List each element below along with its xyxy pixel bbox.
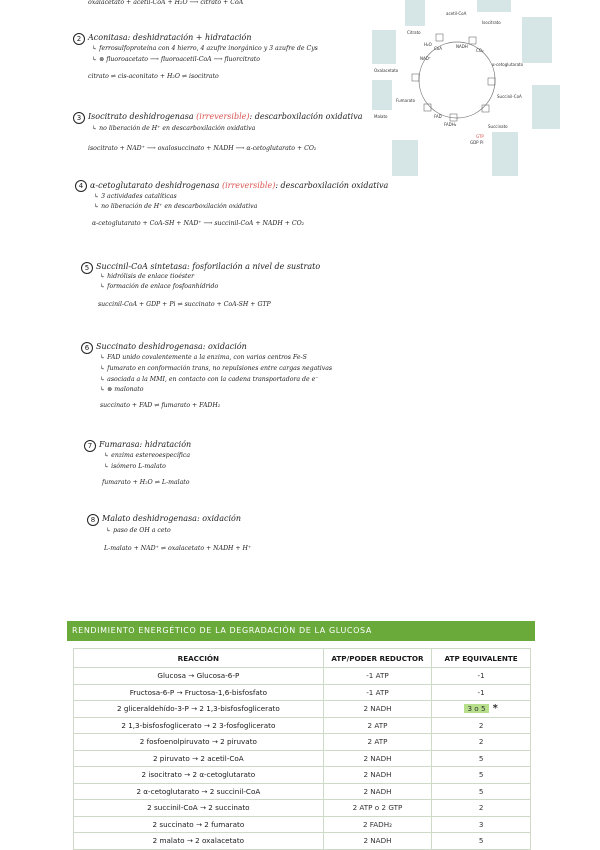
label-pi: Pi <box>480 140 484 145</box>
step-3-reaction: isocitrato + NAD⁺ ⟶ oxalosuccinato + NADH ⟶ α-cetoglutarato + CO₂ <box>88 145 317 152</box>
cell-atp: -1 ATP <box>323 684 432 701</box>
cell-equiv: -1 <box>432 684 531 701</box>
cell-atp: 2 NADH <box>323 833 432 850</box>
step-title-8: Malato deshidrogenasa: oxidación <box>102 514 241 523</box>
step-7-sub-1: ↳ enzima estereoespecífica <box>104 452 191 459</box>
step-5-sub-2: ↳ formación de enlace fosfoanhídrido <box>100 283 219 290</box>
table-row <box>74 701 531 718</box>
cell-reaction: 2 1,3-bisfosfoglicerato → 2 3-fosfoglicerato <box>74 717 324 734</box>
cell-atp: 2 NADH <box>323 783 432 800</box>
cell-equiv <box>432 701 531 718</box>
step-number-5: 5 <box>81 262 93 274</box>
table-row <box>74 684 531 701</box>
header-reaction: REACCIÓN <box>74 649 324 668</box>
krebs-cycle-diagram <box>372 0 562 178</box>
box-isocitrate <box>477 0 511 12</box>
step-5-sub-1: ↳ hidrólisis de enlace tioéster <box>100 273 195 280</box>
label-nad: NAD⁺ <box>420 56 431 61</box>
cell-equiv: 5 <box>432 833 531 850</box>
table-row <box>74 717 531 734</box>
step-5-reaction: succinil-CoA + GDP + Pi ⇌ succinato + CoA-SH + GTP <box>98 301 271 308</box>
table-row <box>74 816 531 833</box>
table-row <box>74 767 531 784</box>
step-title-7: Fumarasa: hidratación <box>99 440 192 449</box>
irreversible-tag: (irreversible) <box>196 112 250 121</box>
step-2-reaction: citrato ⇌ cis-aconitato + H₂O ⇌ isocitrato <box>88 73 219 80</box>
star-mark: * <box>492 703 498 715</box>
step-7-reaction: fumarato + H₂O ⇌ L-malato <box>102 479 190 486</box>
highlighted-value: 3 o 5 <box>464 704 488 713</box>
cell-reaction: 2 succinato → 2 fumarato <box>74 816 324 833</box>
energy-yield-table <box>73 648 531 850</box>
cell-equiv: 5 <box>432 783 531 800</box>
step-4-reaction: α-cetoglutarato + CoA-SH + NAD⁺ ⟶ succinil-CoA + NADH + CO₂ <box>92 220 305 227</box>
header-atp-equivalent: ATP EQUIVALENTE <box>432 649 531 668</box>
box-alpha-kg <box>522 17 552 63</box>
table-row <box>74 734 531 751</box>
label-oxaloacetate: Oxalacetato <box>374 68 399 73</box>
table-title-band: RENDIMIENTO ENERGÉTICO DE LA DEGRADACIÓN DE LA GLUCOSA <box>67 621 535 641</box>
cell-reaction: 2 succinil-CoA → 2 succinato <box>74 800 324 817</box>
step-title-5: Succinil-CoA sintetasa: fosforilación a nivel de sustrato <box>96 262 321 271</box>
cell-reaction: 2 isocitrato → 2 α-cetoglutarato <box>74 767 324 784</box>
table-row <box>74 833 531 850</box>
table-row <box>74 668 531 685</box>
cell-equiv: 2 <box>432 734 531 751</box>
table-row <box>74 750 531 767</box>
step-number-2: 2 <box>73 33 85 45</box>
label-fumarate: Fumarato <box>396 98 416 103</box>
step-6-sub-3: ↳ asociada a la MMI, en contacto con la cadena transportadora de e⁻ <box>100 376 319 383</box>
cell-atp: 2 FADH₂ <box>323 816 432 833</box>
label-succinyl-coa: Succinil-CoA <box>497 94 522 99</box>
cell-equiv: 2 <box>432 800 531 817</box>
label-fadh2: FADH₂ <box>444 122 457 127</box>
label-malate: Malato <box>374 114 388 119</box>
step-number-7: 7 <box>84 440 96 452</box>
step-number-6: 6 <box>81 342 93 354</box>
label-co2: CO₂ <box>476 48 484 53</box>
box-malate <box>372 80 392 110</box>
label-alpha-kg: α-cetoglutarato <box>492 62 524 67</box>
box-oxaloacetate <box>372 30 396 64</box>
label-water: H₂O <box>424 42 432 47</box>
step-4-sub-1: ↳ 3 actividades catalíticas <box>94 193 177 200</box>
cell-reaction: 2 piruvato → 2 acetil-CoA <box>74 750 324 767</box>
label-citrate: Citrato <box>407 30 421 35</box>
step-title-4: α-cetoglutarato deshidrogenasa (irreversible): descarboxilación oxidativa <box>90 181 389 190</box>
cell-atp: 2 ATP <box>323 734 432 751</box>
step-8-sub-1: ↳ paso de OH a ceto <box>106 527 171 534</box>
step-2-sub-1: ↳ ferrosulfoproteína con 4 hierro, 4 azufre inorgánico y 3 azufre de Cys <box>92 45 318 52</box>
cell-reaction: Fructosa-6-P → Fructosa-1,6-bisfosfato <box>74 684 324 701</box>
table-header-row <box>74 649 531 668</box>
cell-reaction: 2 gliceraldehído-3-P → 2 1,3-bisfosfoglicerato <box>74 701 324 718</box>
box-succinyl-coa <box>532 85 560 129</box>
step-3-title-text: Isocitrato deshidrogenasa (irreversible): descarboxilación oxidativa <box>88 112 363 121</box>
step-6-sub-2: ↳ fumarato en conformación trans, no repulsiones entre cargas negativas <box>100 365 333 372</box>
cell-atp: 2 NADH <box>323 750 432 767</box>
step-title-6: Succinato deshidrogenasa: oxidación <box>96 342 247 351</box>
cell-atp: 2 NADH <box>323 767 432 784</box>
cell-equiv: 5 <box>432 750 531 767</box>
step-number-3: 3 <box>73 112 85 124</box>
step-number-4: 4 <box>75 180 87 192</box>
cell-reaction: Glucosa → Glucosa-6-P <box>74 668 324 685</box>
irreversible-tag: (irreversible) <box>221 181 276 190</box>
step-4-sub-2: ↳ no liberación de H⁺ en descarboxilación oxidativa <box>94 203 258 210</box>
step-title-2: Aconitasa: deshidratación + hidratación <box>88 33 252 42</box>
cell-atp: -1 ATP <box>323 668 432 685</box>
cell-atp: 2 ATP <box>323 717 432 734</box>
label-gtp: GTP <box>476 134 484 139</box>
step-title-3 <box>88 112 362 121</box>
cell-equiv: 2 <box>432 717 531 734</box>
table-row <box>74 783 531 800</box>
step-3-sub-1: ↳ no liberación de H⁺ en descarboxilación oxidativa <box>92 125 256 132</box>
cell-atp: 2 ATP o 2 GTP <box>323 800 432 817</box>
label-gdp: GDP <box>470 140 479 145</box>
top-reaction: oxalacetato + acetil-CoA + H₂O ⟶ citrato + CoA <box>88 0 244 6</box>
label-nadh: NADH <box>456 44 468 49</box>
cell-reaction: 2 α-cetoglutarato → 2 succinil-CoA <box>74 783 324 800</box>
label-coa: CoA <box>434 46 442 51</box>
cell-reaction: 2 malato → 2 oxalacetato <box>74 833 324 850</box>
step-7-sub-2: ↳ isómero L-malato <box>104 463 166 470</box>
step-8-reaction: L-malato + NAD⁺ ⇌ oxalacetato + NADH + H⁺ <box>104 545 252 552</box>
step-number-8: 8 <box>87 514 99 526</box>
label-succinate: Succinato <box>488 124 508 129</box>
box-citrate <box>405 0 425 26</box>
cell-reaction: 2 fosfoenolpiruvato → 2 piruvato <box>74 734 324 751</box>
cell-equiv: 5 <box>432 767 531 784</box>
cell-equiv: 3 <box>432 816 531 833</box>
header-atp-reducing-power: ATP/PODER REDUCTOR <box>323 649 432 668</box>
label-fad: FAD <box>434 114 442 119</box>
step-6-reaction: succinato + FAD ⇌ fumarato + FADH₂ <box>100 402 221 409</box>
table-row <box>74 800 531 817</box>
box-fumarate <box>392 140 418 176</box>
step-6-sub-1: ↳ FAD unido covalentemente a la enzima, con varios centros Fe-S <box>100 354 307 361</box>
box-succinate <box>492 132 518 176</box>
step-6-sub-4: ↳ ⊗ malonato <box>100 386 144 393</box>
label-isocitrate: Isocitrato <box>482 20 501 25</box>
cell-equiv: -1 <box>432 668 531 685</box>
cell-atp: 2 NADH <box>323 701 432 718</box>
label-acetyl-coa: acetil-CoA <box>446 11 467 16</box>
step-2-sub-2: ↳ ⊗ fluoroacetato ⟶ fluoroacetil-CoA ⟶ fluorcitrato <box>92 56 261 63</box>
